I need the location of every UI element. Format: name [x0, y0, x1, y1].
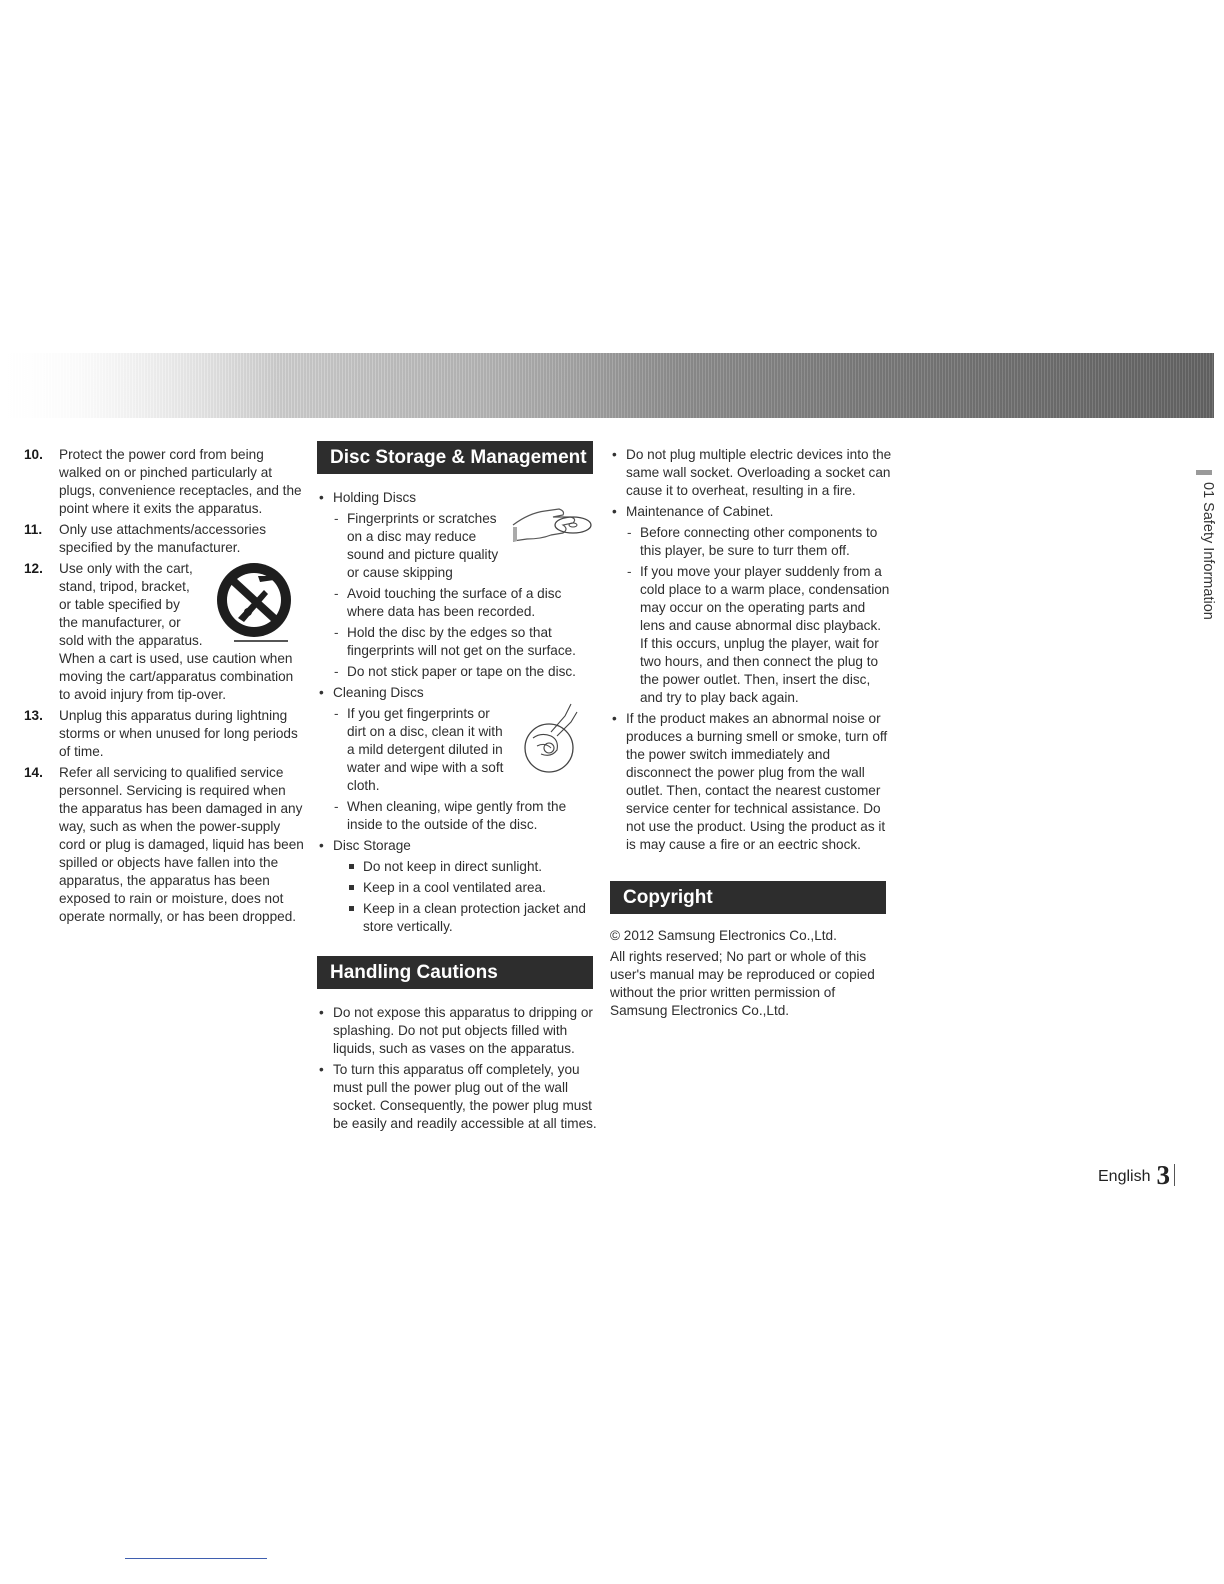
holding-discs-sub-2: [317, 585, 600, 621]
cleaning-discs-section: [317, 684, 600, 834]
dash-mark: -: [334, 799, 339, 814]
handling-cautions-list: [317, 1004, 600, 1133]
column-3: [610, 446, 892, 1023]
item-number: 13.: [24, 708, 43, 723]
copyright-header: Copyright: [610, 881, 886, 914]
item-number: 14.: [24, 765, 43, 780]
dash-mark: -: [334, 511, 339, 526]
text-line: Fingerprints or scratches: [347, 511, 497, 526]
disc-storage-label: • Disc Storage: [317, 837, 600, 855]
no-cart-tipover-icon: [214, 560, 296, 644]
list-item-14: [24, 764, 306, 926]
item-number: 10.: [24, 447, 43, 462]
item-text: Protect the power cord from being walked on or pinched particularly at plugs, convenience receptacles, and the point where it exits the apparatus.: [59, 447, 302, 516]
column-1: [24, 446, 306, 929]
text-line: If you get fingerprints or: [347, 706, 490, 721]
item-text-line: or table specified by: [59, 597, 180, 612]
dash-mark: -: [334, 706, 339, 721]
footer-divider: [1174, 1164, 1175, 1186]
item-text-line: sold with the apparatus.: [59, 633, 203, 648]
list-item-12: [24, 560, 306, 704]
handling-item: • Do not expose this apparatus to dripping or splashing. Do not put objects filled with liquids, such as vases on the apparatus.: [317, 1004, 600, 1058]
side-tab-label: 01 Safety Information: [1200, 482, 1216, 620]
disc-cleaning-icon: [521, 702, 583, 774]
maintenance-sub-2: [610, 563, 892, 707]
hand-holding-disc-icon: [511, 505, 593, 549]
text-line: a mild detergent diluted in: [347, 742, 503, 757]
holding-discs-section: [317, 489, 600, 681]
dash-mark: -: [334, 664, 339, 679]
text-line: sound and picture quality: [347, 547, 499, 562]
copyright-line: © 2012 Samsung Electronics Co.,Ltd.: [610, 928, 837, 943]
text: Do not stick paper or tape on the disc.: [347, 664, 576, 679]
text-line: cloth.: [347, 778, 380, 793]
cleaning-discs-label: • Cleaning Discs: [317, 684, 600, 702]
handling-item: • To turn this apparatus off completely, you must pull the power plug out of the wall socket. Consequently, the power plug must be easily and readily accessible at all times.: [317, 1061, 600, 1133]
list-item-10: [24, 446, 306, 518]
item-text-line: Use only with the cart,: [59, 561, 193, 576]
wall-socket-warning: • Do not plug multiple electric devices into the same wall socket. Overloading a socket can cause it to overheat, resulting in a fire.: [610, 446, 892, 500]
item-text: Only use attachments/accessories specified by the manufacturer.: [59, 522, 267, 555]
disc-storage-item: Do not keep in direct sunlight.: [317, 858, 600, 876]
page-number: 3: [1156, 1160, 1170, 1190]
item-text: Unplug this apparatus during lightning storms or when unused for long periods of time.: [59, 708, 298, 759]
item-number: 12.: [24, 561, 43, 576]
footer-language: English: [1098, 1168, 1151, 1185]
dash-mark: -: [627, 564, 632, 579]
disc-storage-item: Keep in a clean protection jacket and store vertically.: [317, 900, 600, 936]
item-text-line: stand, tripod, bracket,: [59, 579, 190, 594]
maintenance-sub-1: [610, 524, 892, 560]
text: When cleaning, wipe gently from the inside to the outside of the disc.: [347, 799, 567, 832]
list-item-11: [24, 521, 306, 557]
text: Before connecting other components to this player, be sure to turr them off.: [640, 525, 878, 558]
text: Avoid touching the surface of a disc where data has been recorded.: [347, 586, 562, 619]
list-item-13: [24, 707, 306, 761]
header-banner-fade: [0, 353, 280, 418]
dash-mark: -: [334, 586, 339, 601]
disc-storage-item: Keep in a cool ventilated area.: [317, 879, 600, 897]
page-footer: [1098, 1160, 1175, 1191]
text: If you move your player suddenly from a cold place to a warm place, condensation may occur on the operating parts and lens and cause abnormal disc playback. If this occurs, unplug the player, wait for two hours, and then connect the plug to the power outlet. Then, insert the disc, and try to play back again.: [640, 564, 890, 705]
side-tab-mark: [1196, 470, 1212, 475]
dash-mark: -: [627, 525, 632, 540]
bottom-divider: [125, 1558, 267, 1559]
item-number: 11.: [24, 522, 43, 537]
holding-discs-sub-3: [317, 624, 600, 660]
dash-mark: -: [334, 625, 339, 640]
holding-discs-label: • Holding Discs: [317, 489, 600, 507]
text-line: water and wipe with a soft: [347, 760, 504, 775]
cleaning-discs-sub-2: [317, 798, 600, 834]
text-line: dirt on a disc, clean it with: [347, 724, 503, 739]
text-line: on a disc may reduce: [347, 529, 477, 544]
holding-discs-sub-4: [317, 663, 600, 681]
copyright-text: All rights reserved; No part or whole of this user's manual may be reproduced or copied without the prior written permission of Samsung Electronics Co.,Ltd.: [610, 949, 875, 1018]
column-2: [317, 441, 600, 1136]
disc-storage-section: [317, 837, 600, 936]
text-line: or cause skipping: [347, 565, 453, 580]
handling-cautions-header: Handling Cautions: [317, 956, 593, 989]
text: Hold the disc by the edges so that fingerprints will not get on the surface.: [347, 625, 576, 658]
item-text: Refer all servicing to qualified service personnel. Servicing is required when the apparatus has been damaged in any way, such as when the power-supply cord or plug is damaged, liquid has been spilled or objects have fallen into the apparatus, the apparatus has been exposed to rain or moisture, does not operate normally, or has been dropped.: [59, 765, 304, 924]
disc-storage-header: Disc Storage & Management: [317, 441, 593, 474]
item-text-rest: When a cart is used, use caution when moving the cart/apparatus combination to avoid injury from tip-over.: [59, 651, 294, 702]
abnormal-noise-warning: • If the product makes an abnormal noise or produces a burning smell or smoke, turn off the power switch immediately and disconnect the power plug from the wall outlet. Then, contact the nearest customer service center for technical assistance. Do not use the product. Using the product as it is may cause a fire or an eectric shock.: [610, 710, 892, 854]
maintenance-label: • Maintenance of Cabinet.: [610, 503, 892, 521]
item-text-line: the manufacturer, or: [59, 615, 181, 630]
